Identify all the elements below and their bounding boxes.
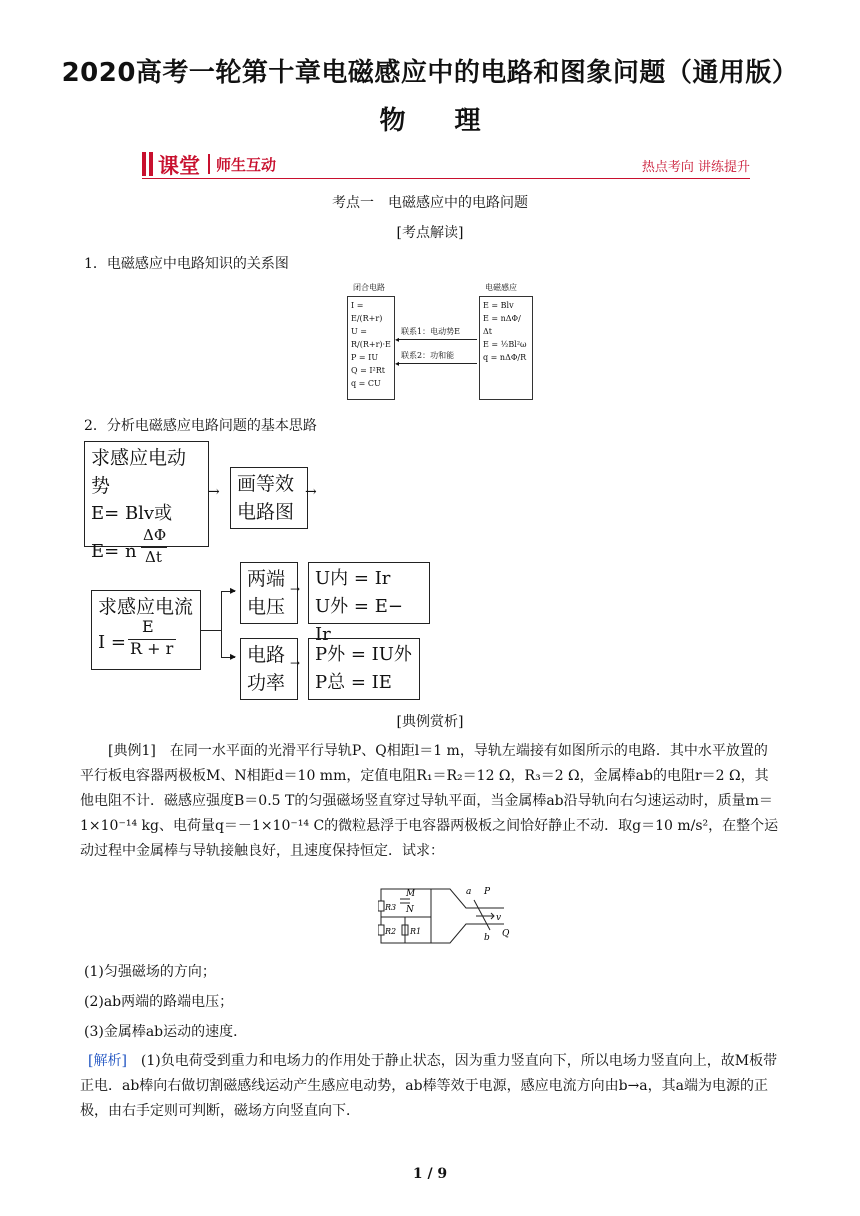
- arrow-left-icon: ◂: [395, 359, 400, 368]
- current-lhs: I =: [98, 632, 126, 653]
- arrow-right-icon: →: [290, 656, 301, 670]
- arrow-line: [397, 339, 477, 340]
- right-title: 电磁感应: [485, 283, 517, 292]
- relation-diagram: [347, 282, 533, 400]
- analysis-text: (1)负电荷受到重力和电场力的作用处于静止状态，因为重力竖直向下，所以电场力竖直向上，故M板带正电．ab棒向右做切割磁感线运动产生感应电动势，ab棒等效于电源，感应电流方向由b→a，其a端为电源的正极，由右手定则可判断，磁场方向竖直向下．: [80, 1053, 778, 1119]
- section-heading: 考点一 电磁感应中的电路问题: [332, 195, 528, 211]
- banner-right-text: 热点考向 讲练提升: [641, 160, 750, 175]
- current-box: [91, 590, 201, 670]
- link-2-label: 联系2：功和能: [401, 351, 455, 360]
- example-paragraph: [典例1] 在同一水平面的光滑平行导轨P、Q相距l＝1 m，导轨左端接有如图所示的电路．其中水平放置的平行板电容器两极板M、N相距d＝10 mm，定值电阻R₁＝R₂＝12 Ω，R₃＝2 Ω，金属棒ab的电阻r＝2 Ω，其他电阻不计．磁感应强度B＝0.5 T的匀强磁场竖直穿过导轨平面，当金属棒ab沿导轨向右匀速运动时，质量m＝1×10⁻¹⁴ kg、电荷量q＝－1×10⁻¹⁴ C的微粒悬浮于电容器两极板之间恰好静止不动．取g＝10 m/s²，在整个运动过程中金属棒与导轨接触良好，且速度保持恒定．试求：: [80, 743, 779, 859]
- power-line-2: 功率: [247, 672, 286, 694]
- analysis-tag: [解析]: [88, 1053, 127, 1069]
- arrow-right-icon: ▸: [230, 649, 237, 663]
- analysis-paragraph: [80, 1049, 780, 1124]
- banner-separator: [208, 154, 210, 174]
- equiv-line-1: 画等效: [237, 473, 295, 495]
- arrow-right-icon: ▸: [230, 583, 237, 597]
- voltage-line-1: 两端: [247, 568, 286, 590]
- label-a: a: [466, 887, 472, 897]
- formula: U = R/(R+r)·E: [351, 327, 391, 349]
- formula: q = nΔΦ/R: [483, 353, 527, 362]
- current-denominator: R + r: [130, 639, 174, 658]
- voltage-formula-2: U外 = E− Ir: [315, 596, 403, 645]
- power-formula-2: P总 = IE: [315, 672, 392, 693]
- equivalent-circuit-box: [230, 467, 308, 529]
- emf-lhs: E= n: [91, 541, 137, 562]
- current-numerator: E: [142, 617, 154, 636]
- question-1: (1)匀强磁场的方向；: [84, 964, 216, 980]
- formula: I = E/(R+r): [351, 301, 383, 323]
- formula: Q = I²Rt: [351, 366, 385, 375]
- formula: q = CU: [351, 379, 381, 388]
- arrow-line: [397, 363, 477, 364]
- label-M: M: [406, 889, 416, 899]
- emf-title: 求感应电动势: [91, 447, 187, 497]
- formula: E = ½Bl²ω: [483, 340, 527, 349]
- formula: E = nΔΦ/Δt: [483, 314, 521, 336]
- document-title: 2020高考一轮第十章电磁感应中的电路和图象问题（通用版）: [61, 58, 799, 88]
- item-1: 1．电磁感应中电路知识的关系图: [84, 256, 289, 272]
- item-2: 2．分析电磁感应电路问题的基本思路: [84, 418, 317, 434]
- left-title: 闭合电路: [353, 283, 385, 292]
- closed-circuit-box: [347, 296, 395, 400]
- label-v: v: [496, 913, 502, 923]
- formula: P = IU: [351, 353, 379, 362]
- example-heading: [典例赏析]: [396, 714, 464, 730]
- em-induction-box: [479, 296, 533, 400]
- connector: [201, 630, 221, 631]
- label-b: b: [484, 933, 490, 943]
- arrow-right-icon: →: [208, 484, 220, 500]
- label-R3: R3: [385, 903, 397, 912]
- banner-subtitle: 师生互动: [216, 156, 277, 174]
- equiv-line-2: 电路图: [237, 501, 295, 523]
- label-P: P: [484, 887, 491, 897]
- circuit-diagram: [378, 884, 514, 948]
- power-formula-1: P外 = IU外: [315, 644, 412, 665]
- voltage-line-2: 电压: [247, 596, 286, 618]
- section-banner: [142, 150, 750, 180]
- voltage-formula-1: U内 = Ir: [315, 568, 391, 589]
- label-R1: R1: [410, 927, 422, 936]
- label-N: N: [406, 905, 414, 915]
- current-formula: [98, 617, 194, 661]
- banner-underline: [142, 178, 750, 179]
- section-subheading: [考点解读]: [396, 225, 464, 241]
- connector: [221, 591, 222, 657]
- question-3: (3)金属棒ab运动的速度．: [84, 1024, 248, 1040]
- arrow-right-icon: →: [290, 582, 301, 596]
- banner-title: 课堂: [158, 154, 200, 178]
- arrow-right-icon: →: [305, 484, 317, 500]
- current-title: 求感应电流: [98, 596, 194, 618]
- voltage-formula-box: [308, 562, 430, 645]
- link-1-label: 联系1：电动势E: [401, 327, 460, 336]
- arrow-left-icon: ◂: [395, 335, 400, 344]
- emf-numerator: ΔΦ: [143, 526, 167, 544]
- banner-bar: [149, 152, 153, 176]
- emf-box: [84, 441, 209, 566]
- emf-denominator: Δt: [145, 548, 162, 566]
- label-R2: R2: [385, 927, 397, 936]
- page-number: 1 / 9: [412, 1166, 448, 1182]
- emf-formula-2: [91, 528, 202, 568]
- label-Q: Q: [502, 929, 510, 939]
- subject-heading: 物 理: [379, 106, 481, 136]
- power-formula-box: [308, 638, 420, 700]
- question-2: (2)ab两端的路端电压；: [84, 994, 234, 1010]
- banner-bar: [142, 152, 146, 176]
- power-line-1: 电路: [247, 644, 286, 666]
- emf-formula-1: E= Blv或: [91, 503, 173, 524]
- formula: E = Blv: [483, 301, 514, 310]
